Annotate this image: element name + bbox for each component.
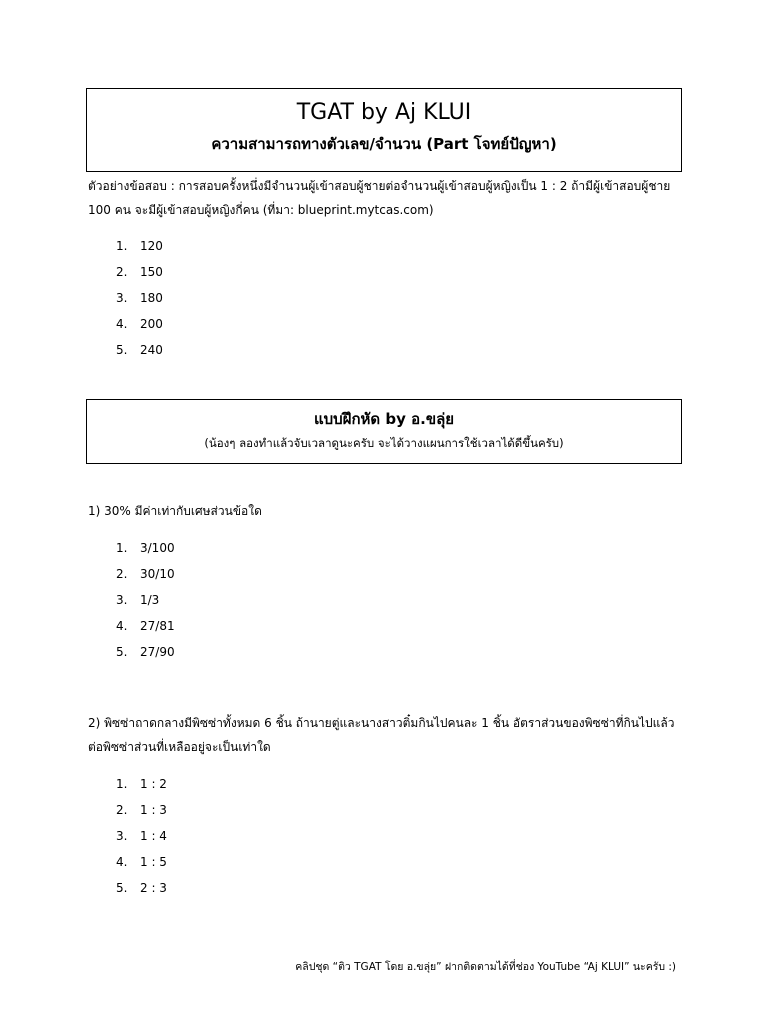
practice-box — [86, 399, 682, 464]
option-item: 5. 27/90 — [116, 645, 175, 659]
option-item: 1. 3/100 — [116, 541, 175, 555]
option-item: 1. 1 : 2 — [116, 777, 167, 791]
document-subtitle: ความสามารถทางตัวเลข/จำนวน (Part โจทย์ปัญหา) — [211, 135, 557, 153]
question-2: 2) พิซซ่าถาดกลางมีพิซซ่าทั้งหมด 6 ชิ้น ถ้านายตู่และนางสาวติ๋มกินไปคนละ 1 ชิ้น อัตราส่วนของพิซซ่าที่กินไปแล้วต่อพิซซ่าส่วนที่เหลืออยู่จะเป็นเท่าใด — [88, 716, 675, 754]
option-item: 4. 200 — [116, 317, 163, 331]
option-item: 3. 1 : 4 — [116, 829, 167, 843]
example-options — [116, 236, 163, 366]
option-item: 5. 2 : 3 — [116, 881, 167, 895]
option-item: 4. 1 : 5 — [116, 855, 167, 869]
question-1-options — [116, 538, 175, 668]
header-box — [86, 88, 682, 172]
document-title: TGAT by Aj KLUI — [296, 100, 472, 125]
question-2-options — [116, 774, 167, 904]
practice-title: แบบฝึกหัด by อ.ขลุ่ย — [313, 410, 455, 428]
footer-note: คลิปชุด “ติว TGAT โดย อ.ขลุ่ย” ฝากติดตามได้ที่ช่อง YouTube “Aj KLUI” นะครับ :) — [295, 961, 676, 973]
option-item: 3. 1/3 — [116, 593, 160, 607]
option-item: 1. 120 — [116, 239, 163, 253]
option-item: 2. 1 : 3 — [116, 803, 167, 817]
option-item: 4. 27/81 — [116, 619, 175, 633]
option-item: 2. 30/10 — [116, 567, 175, 581]
option-item: 3. 180 — [116, 291, 163, 305]
option-item: 5. 240 — [116, 343, 163, 357]
question-1: 1) 30% มีค่าเท่ากับเศษส่วนข้อใด — [88, 504, 262, 518]
practice-subtitle: (น้องๆ ลองทำแล้วจับเวลาดูนะครับ จะได้วางแผนการใช้เวลาได้ดีขึ้นครับ) — [204, 436, 564, 450]
example-question: ตัวอย่างข้อสอบ : การสอบครั้งหนึ่งมีจำนวนผู้เข้าสอบผู้ชายต่อจำนวนผู้เข้าสอบผู้หญิงเป็น 1 : 2 ถ้ามีผู้เข้าสอบผู้ชาย 100 คน จะมีผู้เข้าสอบผู้หญิงกี่คน (ที่มา: blueprint.mytcas.com) — [88, 179, 671, 217]
option-item: 2. 150 — [116, 265, 163, 279]
